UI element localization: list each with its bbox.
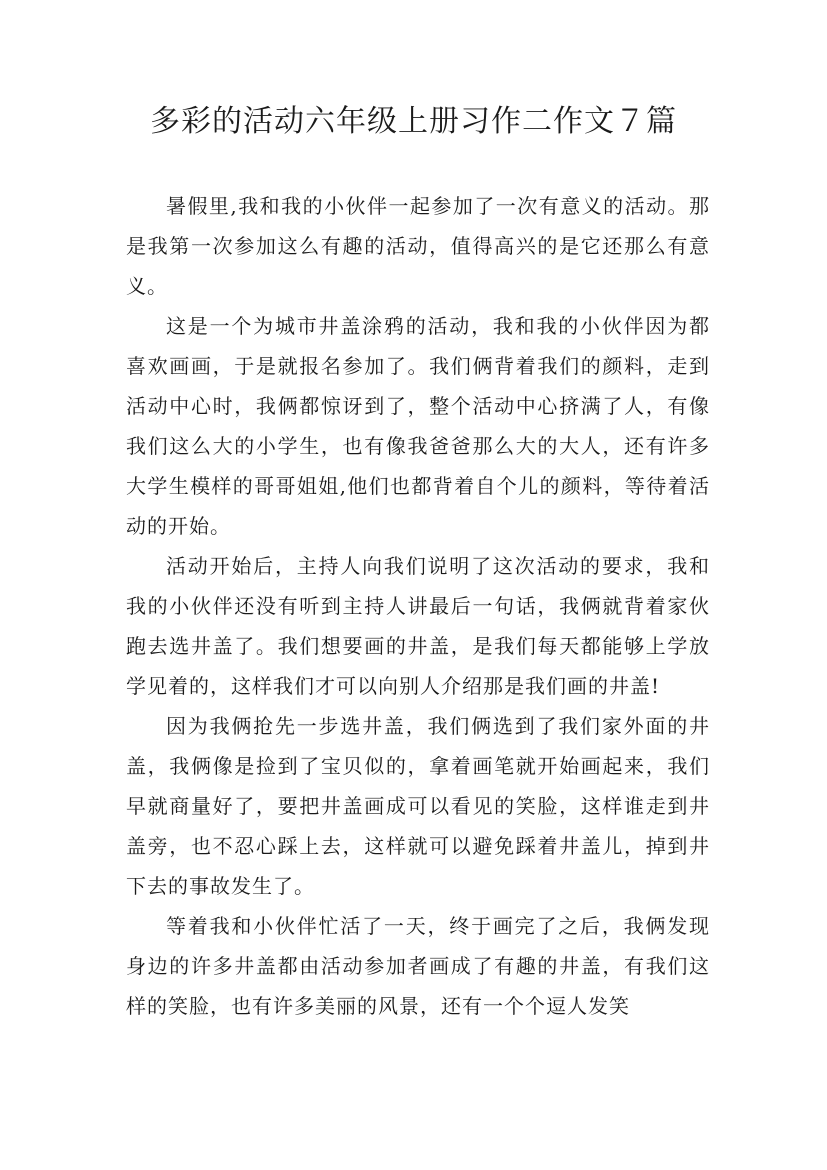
document-title: 多彩的活动六年级上册习作二作文７篇 <box>150 104 677 139</box>
paragraph: 因为我俩抢先一步选井盖，我们俩选到了我们家外面的井盖，我俩像是捡到了宝贝似的，拿着画笔就开始画起来，我们早就商量好了，要把井盖画成可以看见的笑脸，这样谁走到井盖旁，也不忍心踩上去，这样就可以避免踩着井盖儿，掉到井下去的事故发生了。 <box>126 714 710 898</box>
paragraph: 这是一个为城市井盖涂鸦的活动，我和我的小伙伴因为都喜欢画画，于是就报名参加了。我们俩背着我们的颜料，走到活动中心时，我俩都惊讶到了，整个活动中心挤满了人，有像我们这么大的小学生，也有像我爸爸那么大的大人，还有许多大学生模样的哥哥姐姐,他们也都背着自个儿的颜料，等待着活动的开始。 <box>126 314 710 538</box>
document-body <box>126 186 710 1026</box>
paragraph: 活动开始后，主持人向我们说明了这次活动的要求，我和我的小伙伴还没有听到主持人讲最后一句话，我俩就背着家伙跑去选井盖了。我们想要画的井盖，是我们每天都能够上学放学见着的，这样我们才可以向别人介绍那是我们画的井盖! <box>126 554 710 698</box>
paragraph: 暑假里,我和我的小伙伴一起参加了一次有意义的活动。那是我第一次参加这么有趣的活动，值得高兴的是它还那么有意义。 <box>126 194 710 298</box>
paragraph: 等着我和小伙伴忙活了一天，终于画完了之后，我俩发现身边的许多井盖都由活动参加者画成了有趣的井盖，有我们这样的笑脸，也有许多美丽的风景，还有一个个逗人发笑 <box>126 914 710 1018</box>
